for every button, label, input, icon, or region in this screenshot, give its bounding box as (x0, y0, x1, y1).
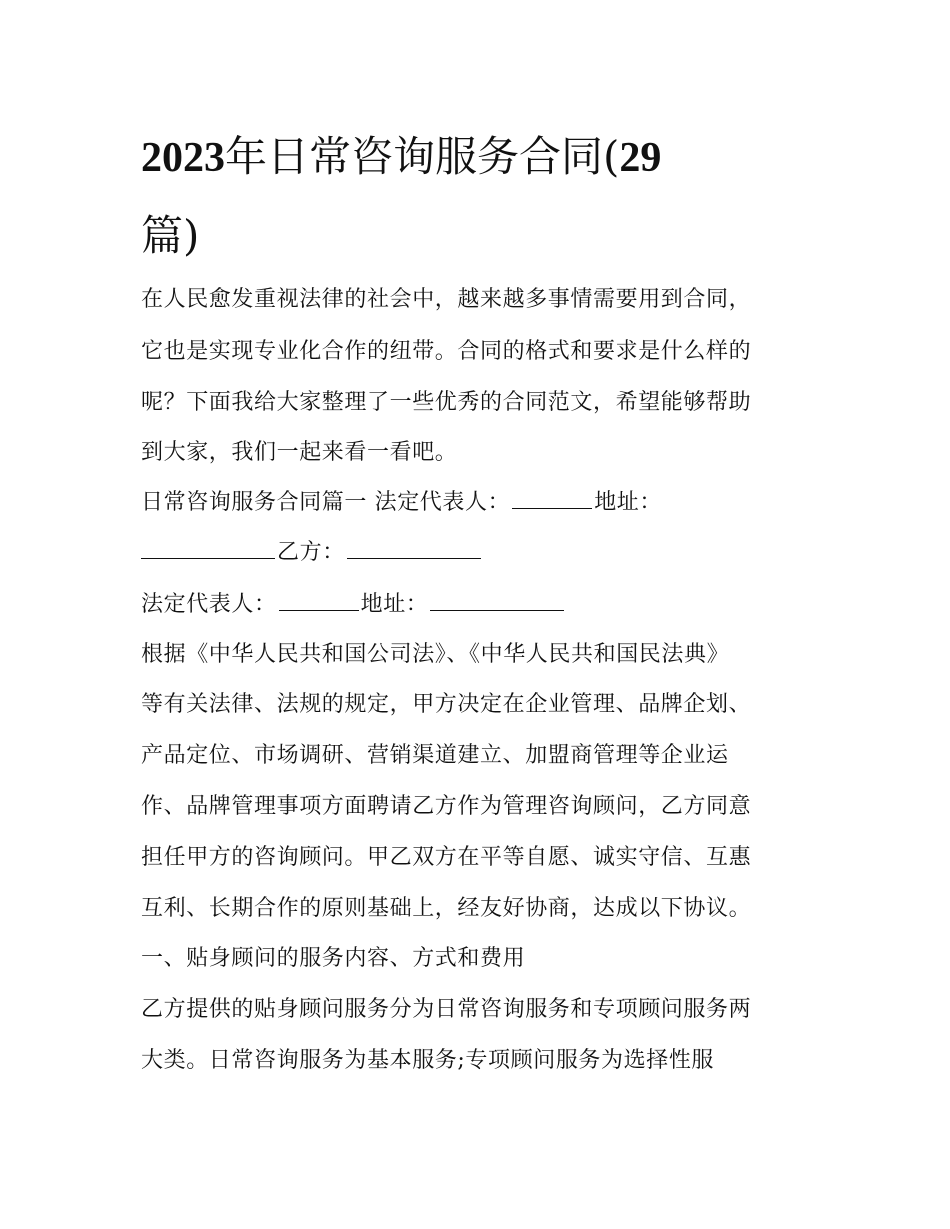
body-line: 产品定位、市场调研、营销渠道建立、加盟商管理等企业运 (141, 743, 729, 768)
intro-line: 它也是实现专业化合作的纽带。合同的格式和要求是什么样的 (141, 339, 752, 364)
party-a-rep-blank (512, 488, 592, 509)
title-year: 2023 (141, 135, 225, 181)
party-b-address-blank (430, 590, 564, 611)
party-b-address-label: 地址： (360, 592, 429, 617)
title-suffix: 篇) (141, 211, 200, 260)
body-line: 担任甲方的咨询顾问。甲乙双方在平等自愿、诚实守信、互惠 (141, 845, 752, 870)
party-a-address-label: 地址： (594, 490, 663, 515)
body-line: 作、品牌管理事项方面聘请乙方作为管理咨询顾问，乙方同意 (141, 794, 752, 819)
body-line: 乙方提供的贴身顾问服务分为日常咨询服务和专项顾问服务两 (141, 997, 752, 1022)
party-a-address-blank (141, 538, 275, 559)
party-b-blank (347, 538, 481, 559)
body-line: 等有关法律、法规的规定，甲方决定在企业管理、品牌企划、 (141, 692, 752, 717)
party-b-label: 乙方： (277, 540, 345, 565)
party-b-rep-blank (279, 590, 359, 611)
document-title (141, 118, 821, 275)
party-b-line (141, 538, 483, 568)
party-a-line (141, 488, 662, 518)
body-line: 根据《中华人民共和国公司法》、《中华人民共和国民法典》 (141, 642, 730, 667)
body-line: 大类。日常咨询服务为基本服务;专项顾问服务为选择性服 (141, 1048, 715, 1073)
party-b-rep-label: 法定代表人： (141, 592, 277, 617)
intro-line: 在人民愈发重视法律的社会中，越来越多事情需要用到合同， (141, 287, 752, 312)
party-b-rep-line (141, 590, 566, 620)
body-line: 互利、长期合作的原则基础上，经友好协商，达成以下协议。 (141, 896, 752, 921)
intro-line: 到大家，我们一起来看一看吧。 (141, 440, 458, 465)
intro-line: 呢？下面我给大家整理了一些优秀的合同范文，希望能够帮助 (141, 390, 752, 415)
party-a-rep-label: 日常咨询服务合同篇一 法定代表人： (141, 490, 511, 515)
title-count: 29 (619, 135, 662, 181)
title-text: 年日常咨询服务合同( (225, 132, 620, 181)
section-heading: 一、贴身顾问的服务内容、方式和费用 (141, 946, 526, 971)
